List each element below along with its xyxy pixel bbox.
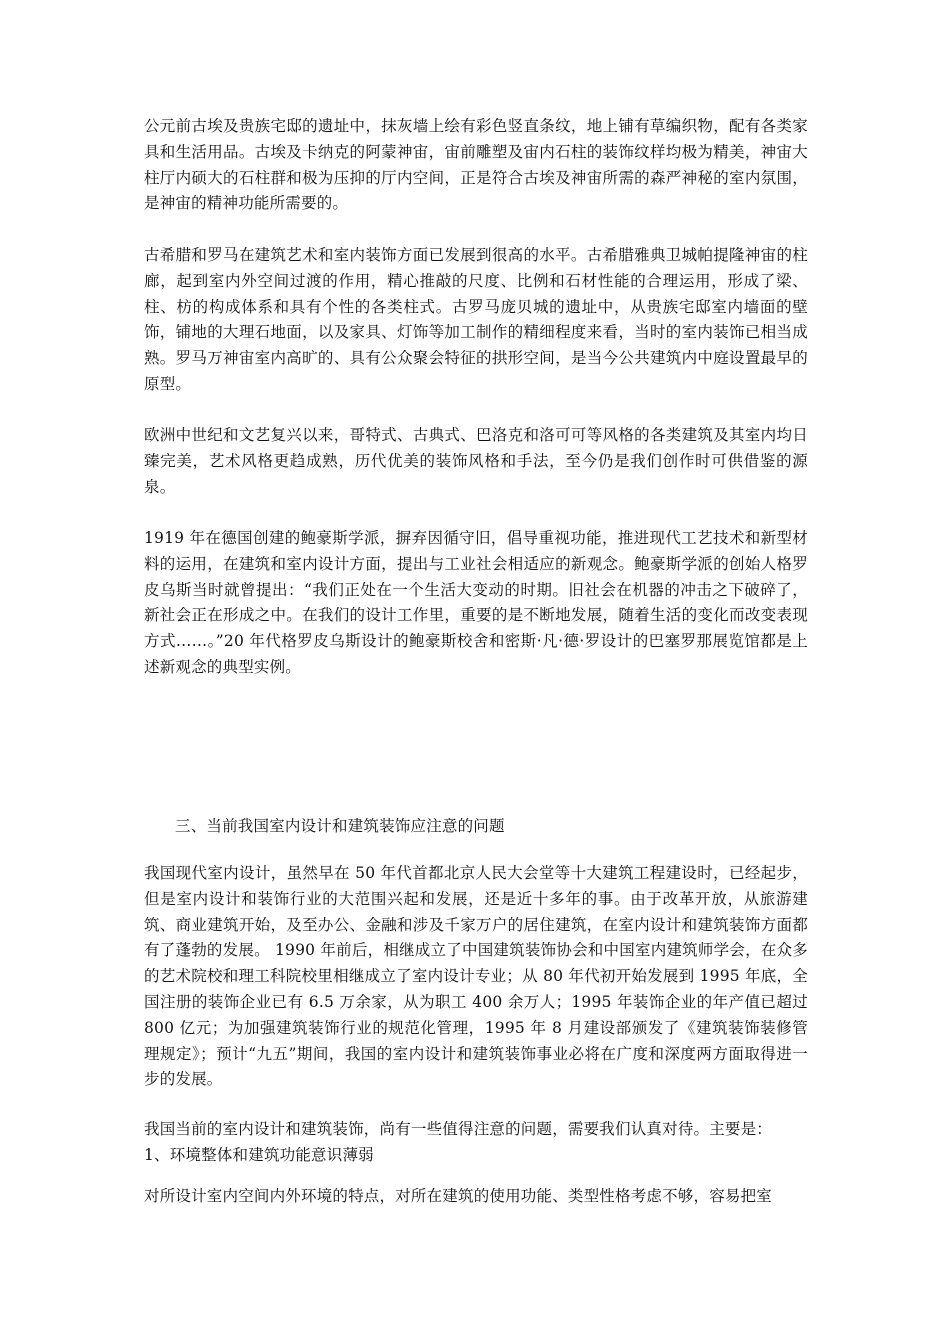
paragraph-current-issues (144, 1117, 808, 1169)
paragraph-medieval-renaissance: 欧洲中世纪和文艺复兴以来，哥特式、古典式、巴洛克和洛可可等风格的各类建筑及其室内均日臻完美，艺术风格更趋成熟，历代优美的装饰风格和手法，至今仍是我们创作时可供借鉴的源泉。 (144, 426, 808, 496)
issue-1-title: 1、环境整体和建筑功能意识薄弱 (144, 1145, 374, 1164)
paragraph-environment-awareness: 对所设计室内空间内外环境的特点，对所在建筑的使用功能、类型性格考虑不够，容易把室 (144, 1187, 773, 1205)
section-heading: 三、当前我国室内设计和建筑装饰应注意的问题 (175, 817, 505, 835)
issues-intro-line: 我国当前的室内设计和建筑装饰，尚有一些值得注意的问题，需要我们认真对待。主要是： (144, 1120, 773, 1138)
paragraph-greece-rome: 古希腊和罗马在建筑艺术和室内装饰方面已发展到很高的水平。古希腊雅典卫城帕提隆神宙的柱廊，起到室内外空间过渡的作用，精心推敲的尺度、比例和石材性能的合理运用，形成了梁、柱、枋的构成体系和具有个性的各类柱式。古罗马庞贝城的遗址中，从贵族宅邸室内墙面的壁饰，铺地的大理石地面，以及家具、灯饰等加工制作的精细程度来看，当时的室内装饰已相当成熟。罗马万神宙室内高旷的、具有公众聚会特征的拱形空间，是当今公共建筑内中庭设置最早的原型。 (144, 246, 808, 393)
paragraph-ancient-egypt: 公元前古埃及贵族宅邸的遗址中，抹灰墙上绘有彩色竖直条纹，地上铺有草编织物，配有各类家具和生活用品。古埃及卡纳克的阿蒙神宙，宙前雕塑及宙内石柱的装饰纹样均极为精美，神宙大柱厅内硕大的石柱群和极为压抑的厅内空间，正是符合古埃及神宙所需的森严神秘的室内氛围，是神宙的精神功能所需要的。 (144, 117, 808, 213)
paragraph-bauhaus: 1919 年在德国创建的鲍豪斯学派，摒弃因循守旧，倡导重视功能，推进现代工艺技术和新型材料的运用，在建筑和室内设计方面，提出与工业社会相适应的新观念。鲍豪斯学派的创始人格罗皮乌斯当时就曾提出：“我们正处在一个生活大变动的时期。旧社会在机器的冲击之下破碎了，新社会正在形成之中。在我们的设计工作里，重要的是不断地发展，随着生活的变化而改变表现方式……。”20 年代格罗皮乌斯设计的鲍豪斯校舍和密斯·凡·德·罗设计的巴塞罗那展览馆都是上述新观念的典型实例。 (144, 529, 808, 676)
paragraph-china-modern-design: 我国现代室内设计，虽然早在 50 年代首都北京人民大会堂等十大建筑工程建设时，已经起步，但是室内设计和装饰行业的大范围兴起和发展，还是近十多年的事。由于改革开放，从旅游建筑、商业建筑开始，及至办公、金融和涉及千家万户的居住建筑，在室内设计和建筑装饰方面都有了蓬勃的发展。 1990 年前后，相继成立了中国建筑装饰协会和中国室内建筑师学会，在众多的艺术院校和理工科院校里相继成立了室内设计专业；从 80 年代初开始发展到 1995 年底，全国注册的装饰企业已有 6.5 万余家，从为职工 400 余万人；1995 年装饰企业的年产值已超过 800 亿元；为加强建筑装饰行业的规范化管理，1995 年 8 月建设部颁发了《建筑装饰装修管理规定》；预计“九五”期间，我国的室内设计和建筑装饰事业必将在广度和深度两方面取得进一步的发展。 (144, 864, 808, 1089)
